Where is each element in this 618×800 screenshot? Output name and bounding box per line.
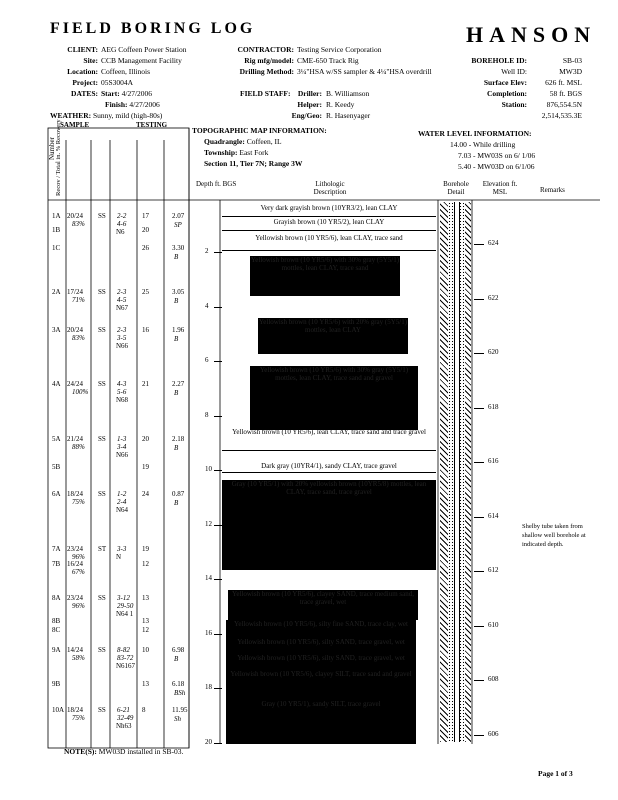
contractor-label: CONTRACTOR: — [237, 45, 294, 54]
start-label: Start: — [101, 89, 120, 98]
sample-recovery: 18/24 — [67, 490, 83, 498]
sample-blow-count: 3-4 — [117, 443, 127, 451]
sample-moisture: 10 — [142, 646, 149, 654]
project-value: 05S3004A — [101, 78, 134, 87]
lithology-description: Yellowish brown (10 YR5/6), silty SAND, trace gravel, wet — [226, 638, 416, 654]
lithology-description: Yellowish brown (10 YR5/6) with 20% gray (5Y5/1) mottles, lean CLAY — [258, 318, 408, 354]
sample-number: 1A — [52, 212, 61, 220]
elevation-tick-mark — [474, 299, 484, 300]
sample-recovery: 23/24 — [67, 594, 83, 602]
sample-number: 9B — [52, 680, 61, 688]
lithology-description: Gray (10 YR5/1) with 20% yellowish brown (10YR5/8) mottles, lean CLAY, trace sand, trace gravel — [222, 480, 436, 570]
sample-blow-count: 2-2 — [117, 212, 127, 220]
sample-failure-code: B — [174, 444, 179, 452]
township-value: East Fork — [239, 148, 269, 157]
start-value: 4/27/2006 — [121, 89, 153, 98]
sample-moisture: 19 — [142, 463, 149, 471]
completion-value: 58 ft. BGS — [549, 89, 582, 98]
sample-moisture: 24 — [142, 490, 149, 498]
quadrangle-value: Coffeen, IL — [246, 137, 282, 146]
station-label: Station: — [501, 100, 527, 109]
sample-moisture: 8 — [142, 706, 146, 714]
lithology-description: Yellowish brown (10 YR5/6) with 30% gray (5Y5/1) mottles, lean CLAY, trace sand — [250, 256, 400, 296]
sample-heading: SAMPLE — [60, 121, 90, 129]
sample-blow-count: 2-3 — [117, 326, 127, 334]
elevation-tick-label: 608 — [488, 675, 499, 683]
lithology-description: Yellowish brown (10 YR5/6), silty SAND, trace gravel, wet — [226, 654, 416, 670]
sample-percent: 75% — [72, 714, 85, 722]
sample-number: 9A — [52, 646, 61, 654]
sample-moisture: 26 — [142, 244, 149, 252]
sample-blow-count: 4-3 — [117, 380, 127, 388]
sample-failure-code: B — [174, 655, 179, 663]
sample-blow-count: 1-2 — [117, 490, 127, 498]
contractor-value: Testing Service Corporation — [297, 45, 382, 54]
sample-type: SS — [98, 435, 106, 443]
elevation-tick-label: 612 — [488, 566, 499, 574]
sample-n-value: Nh63 — [116, 722, 132, 730]
notes-line — [64, 746, 183, 757]
sample-moisture: 19 — [142, 545, 149, 553]
hanson-logo: HANSON — [466, 22, 597, 47]
sample-blow-count: 2-3 — [117, 288, 127, 296]
sample-recovery: 17/24 — [67, 288, 83, 296]
section-label: Section — [204, 159, 228, 168]
lithology-description: Very dark grayish brown (10YR3/2), lean CLAY — [222, 204, 436, 217]
sample-number: 8B — [52, 617, 61, 625]
sample-recovery: 20/24 — [67, 326, 83, 334]
page-title: FIELD BORING LOG — [50, 20, 256, 37]
sample-failure-code: SP — [174, 221, 182, 229]
sample-failure-code: B — [174, 253, 179, 261]
sample-strength: 0.87 — [172, 490, 185, 498]
client-label: CLIENT: — [67, 45, 98, 54]
sample-failure-code: B — [174, 335, 179, 343]
depth-tick-mark — [214, 361, 222, 362]
sample-n-value: N6 — [116, 228, 125, 236]
elevation-tick-label: 624 — [488, 239, 499, 247]
eng-value: R. Hasenyager — [326, 111, 371, 120]
weather-label: WEATHER: — [50, 111, 92, 120]
elevation-tick-mark — [474, 353, 484, 354]
elevation-tick-label: 618 — [488, 402, 499, 411]
sample-percent: 88% — [72, 443, 85, 451]
sample-type: SS — [98, 594, 106, 602]
sample-strength: 6.18 — [172, 680, 185, 688]
sample-type: SS — [98, 380, 106, 388]
depth-tick-mark — [214, 525, 222, 526]
lithology-description: Grayish brown (10 YR5/2), lean CLAY — [222, 218, 436, 231]
client-value: AEG Coffeen Power Station — [101, 45, 187, 54]
sample-number: 5A — [52, 435, 61, 443]
sample-moisture: 12 — [142, 560, 149, 568]
sample-n-value: N67 — [116, 304, 129, 312]
elevation-tick-label: 606 — [488, 729, 499, 738]
remarks-heading: Remarks — [540, 186, 565, 194]
sample-number: 8A — [52, 594, 61, 602]
sample-type: ST — [98, 545, 107, 553]
sample-blow-count: 4-6 — [117, 220, 127, 228]
completion-label: Completion: — [487, 89, 527, 98]
sample-number: 7B — [52, 560, 61, 568]
drilling-label: Drilling Method: — [239, 67, 294, 76]
lithology-description: Yellowish brown (10 YR5/6), clayey SILT, trace sand and gravel — [226, 670, 416, 702]
sample-type: SS — [98, 212, 106, 220]
sample-strength: 11.95 — [172, 706, 188, 714]
drilling-value: 3¼"HSA w/SS sampler & 4¼"HSA overdrill — [297, 67, 432, 76]
water-line-3: 5.40 - MW03D on 6/1/06 — [458, 162, 535, 171]
water-line-1: 14.00 - While drilling — [450, 140, 516, 149]
helper-label: Helper: — [297, 100, 322, 109]
sample-moisture: 20 — [142, 435, 149, 443]
depth-tick-mark — [214, 688, 222, 689]
elevation-tick-mark — [474, 571, 484, 572]
depth-tick-mark — [214, 634, 222, 635]
recovery-heading: Recov / Total in. % Recovery — [55, 119, 62, 196]
sample-number: 7A — [52, 545, 61, 553]
sample-type: SS — [98, 646, 106, 654]
sample-percent: 75% — [72, 498, 85, 506]
depth-tick-label: 6 — [205, 356, 209, 364]
township-label: Township: — [204, 148, 238, 157]
depth-tick-mark — [214, 579, 222, 580]
sample-recovery: 24/24 — [67, 380, 83, 388]
sample-recovery: 21/24 — [67, 435, 83, 443]
sample-n-value: N — [116, 553, 122, 561]
sample-blow-count: 29-50 — [117, 602, 134, 610]
sample-strength: 1.96 — [172, 326, 185, 334]
sample-number: 10A — [52, 706, 65, 714]
depth-tick-label: 2 — [205, 247, 209, 255]
lithology-description: Yellowish brown (10 YR5/6), silty fine SAND, trace clay, wet — [226, 620, 416, 638]
elevation-tick-mark — [474, 244, 484, 245]
sample-moisture: 21 — [142, 380, 149, 388]
sample-type: SS — [98, 706, 106, 714]
driller-label: Driller: — [297, 89, 322, 98]
dates-label: DATES: — [71, 89, 98, 98]
sample-strength: 2.18 — [172, 435, 185, 443]
depth-tick-label: 12 — [205, 519, 212, 528]
borehole-seal-left — [440, 202, 448, 742]
sample-blow-count: 3-3 — [117, 545, 127, 553]
depth-tick-label: 14 — [205, 574, 212, 582]
sample-recovery: 18/24 — [67, 706, 83, 714]
lithology-description: Yellowish brown (10 YR5/6), clayey SAND, trace medium sand, trace gravel, wet — [228, 590, 418, 620]
borehole-seal-right — [465, 202, 471, 742]
site-value: CCB Management Facility — [101, 56, 182, 65]
sample-blow-count: 4-5 — [117, 296, 127, 304]
sample-moisture: 12 — [142, 626, 149, 634]
sample-n-value: N66 — [116, 451, 129, 459]
depth-tick-label: 4 — [205, 301, 209, 310]
sample-moisture: 25 — [142, 288, 149, 296]
sample-moisture: 13 — [142, 594, 149, 602]
project-label: Project: — [72, 78, 98, 87]
sample-n-value: N6167 — [116, 662, 136, 670]
sample-percent: 58% — [72, 654, 85, 662]
depth-tick-mark — [214, 416, 222, 417]
sample-moisture: 13 — [142, 680, 149, 688]
sample-strength: 2.27 — [172, 380, 185, 388]
sample-n-value: N68 — [116, 396, 129, 404]
well-label: Well ID: — [501, 67, 527, 76]
borehole-label: BOREHOLE ID: — [471, 56, 527, 65]
depth-tick-label: 10 — [205, 465, 212, 473]
borehole-detail-heading: Borehole Detail — [443, 180, 469, 196]
sample-number: 2A — [52, 288, 61, 296]
sample-blow-count: 83-72 — [117, 654, 134, 662]
station-e-value: 2,514,535.3E — [541, 111, 582, 120]
site-label: Site: — [83, 56, 98, 65]
elevation-tick-label: 622 — [488, 293, 499, 302]
page-number: Page 1 of 3 — [538, 769, 573, 778]
surface-label: Surface Elev: — [483, 78, 527, 87]
depth-tick-mark — [214, 470, 222, 471]
depth-tick-mark — [214, 252, 222, 253]
depth-tick-label: 8 — [205, 410, 209, 419]
sample-number: 1C — [52, 244, 61, 252]
elevation-tick-label: 614 — [488, 511, 499, 520]
elevation-tick-mark — [474, 680, 484, 681]
depth-tick-mark — [214, 307, 222, 308]
sample-blow-count: 8-82 — [117, 646, 130, 654]
elevation-heading: Elevation ft. MSL — [482, 180, 518, 196]
depth-tick-label: 18 — [205, 683, 212, 691]
sample-failure-code: B — [174, 499, 179, 507]
lithologic-heading: Lithologic Description — [313, 180, 347, 196]
sample-strength: 3.05 — [172, 288, 185, 296]
topo-heading: TOPOGRAPHIC MAP INFORMATION: — [192, 126, 327, 135]
driller-value: B. Williamson — [326, 89, 370, 98]
lithology-description: Gray (10 YR5/1), sandy SILT, trace gravel — [226, 700, 416, 744]
sample-failure-code: B — [174, 297, 179, 305]
finish-value: 4/27/2006 — [129, 100, 160, 109]
surface-value: 626 ft. MSL — [545, 78, 582, 87]
sample-percent: 96% — [72, 602, 85, 610]
section-value: 11, Tier 7N; Range 3W — [229, 159, 303, 168]
sample-number: 8C — [52, 626, 61, 634]
depth-heading: Depth ft. BGS — [196, 180, 237, 188]
lithology-description: Dark gray (10YR4/1), sandy CLAY, trace gravel — [222, 462, 436, 473]
rig-label: Rig mfg/model: — [244, 56, 294, 65]
sample-blow-count: 3-5 — [117, 334, 127, 342]
sample-moisture: 16 — [142, 326, 149, 334]
sample-percent: 83% — [72, 334, 85, 342]
sample-number: 4A — [52, 380, 61, 388]
sample-blow-count: 32-49 — [117, 714, 134, 722]
sample-number: 1B — [52, 226, 61, 234]
remarks-text: Shelby tube taken from shallow well borehole at indicated depth. — [522, 523, 586, 548]
lithology-description: Yellowish brown (10 YR5/6), lean CLAY, trace sand and trace gravel — [222, 428, 436, 451]
station-n-value: 876,554.5N — [546, 100, 582, 109]
depth-tick-label: 16 — [205, 628, 212, 637]
sample-type: SS — [98, 490, 106, 498]
elevation-tick-label: 616 — [488, 457, 499, 465]
sample-blow-count: 3-12 — [117, 594, 130, 602]
sample-n-value: N64 1 — [116, 610, 134, 618]
sample-failure-code: Sh — [174, 715, 181, 723]
sample-strength: 3.30 — [172, 244, 185, 252]
field-staff-label: FIELD STAFF: — [240, 89, 291, 98]
elevation-tick-mark — [474, 408, 484, 409]
sample-type: SS — [98, 288, 106, 296]
depth-tick-mark — [214, 743, 222, 744]
finish-label: Finish: — [105, 100, 128, 109]
sample-percent: 83% — [72, 220, 85, 228]
sample-blow-count: 6-21 — [117, 706, 130, 714]
sample-number: 5B — [52, 463, 61, 471]
rig-value: CME-650 Track Rig — [297, 56, 359, 65]
location-label: Location: — [67, 67, 98, 76]
sample-recovery: 14/24 — [67, 646, 83, 654]
notes-label: NOTE(S): — [64, 747, 97, 756]
testing-heading: TESTING — [136, 121, 168, 129]
lithology-description: Yellowish brown (10 YR5/6) with 30% gray (5Y5/1) mottles, lean CLAY, trace sand and gravel — [250, 366, 418, 430]
sample-n-value: N64 — [116, 506, 129, 514]
sample-n-value: N66 — [116, 342, 129, 350]
quadrangle-label: Quadrangle: — [204, 137, 245, 146]
sample-recovery: 16/24 — [67, 560, 83, 568]
elevation-tick-label: 620 — [488, 348, 499, 356]
sample-type: SS — [98, 326, 106, 334]
helper-value: R. Keedy — [326, 100, 355, 109]
elevation-tick-mark — [474, 735, 484, 736]
sample-blow-count: 5-6 — [117, 388, 127, 396]
number-heading: Number — [48, 137, 56, 160]
water-heading: WATER LEVEL INFORMATION: — [418, 129, 532, 138]
sample-failure-code: B — [174, 389, 179, 397]
weather-value: Sunny, mild (high-80s) — [93, 111, 163, 120]
sample-number: 6A — [52, 490, 61, 498]
sample-blow-count: 2-4 — [117, 498, 127, 506]
sample-moisture: 20 — [142, 226, 149, 234]
elevation-tick-mark — [474, 462, 484, 463]
borehole-value: SB-03 — [562, 56, 582, 65]
elevation-tick-mark — [474, 626, 484, 627]
water-line-2: 7.03 - MW03S on 6/ 1/06 — [458, 151, 536, 160]
depth-tick-label: 20 — [205, 737, 212, 746]
sample-percent: 100% — [72, 388, 89, 396]
sample-percent: 96% — [72, 553, 85, 561]
elevation-tick-mark — [474, 517, 484, 518]
elevation-tick-label: 610 — [488, 620, 499, 629]
sample-moisture: 17 — [142, 212, 149, 220]
sample-strength: 2.07 — [172, 212, 185, 220]
lithology-description: Yellowish brown (10 YR5/6), lean CLAY, trace sand — [222, 234, 436, 251]
sample-moisture: 13 — [142, 617, 149, 625]
sample-failure-code: BSh — [174, 689, 186, 697]
sample-blow-count: 1-3 — [117, 435, 127, 443]
location-value: Coffeen, Illinois — [101, 67, 151, 76]
sample-recovery: 23/24 — [67, 545, 83, 553]
sample-strength: 6.98 — [172, 646, 185, 654]
sample-percent: 67% — [72, 568, 85, 576]
sample-percent: 71% — [72, 296, 85, 304]
sample-number: 3A — [52, 326, 61, 334]
notes-value: MW03D installed in SB-03. — [98, 747, 184, 756]
sample-recovery: 20/24 — [67, 212, 83, 220]
eng-label: Eng/Geo: — [291, 111, 322, 120]
well-value: MW3D — [559, 67, 582, 76]
